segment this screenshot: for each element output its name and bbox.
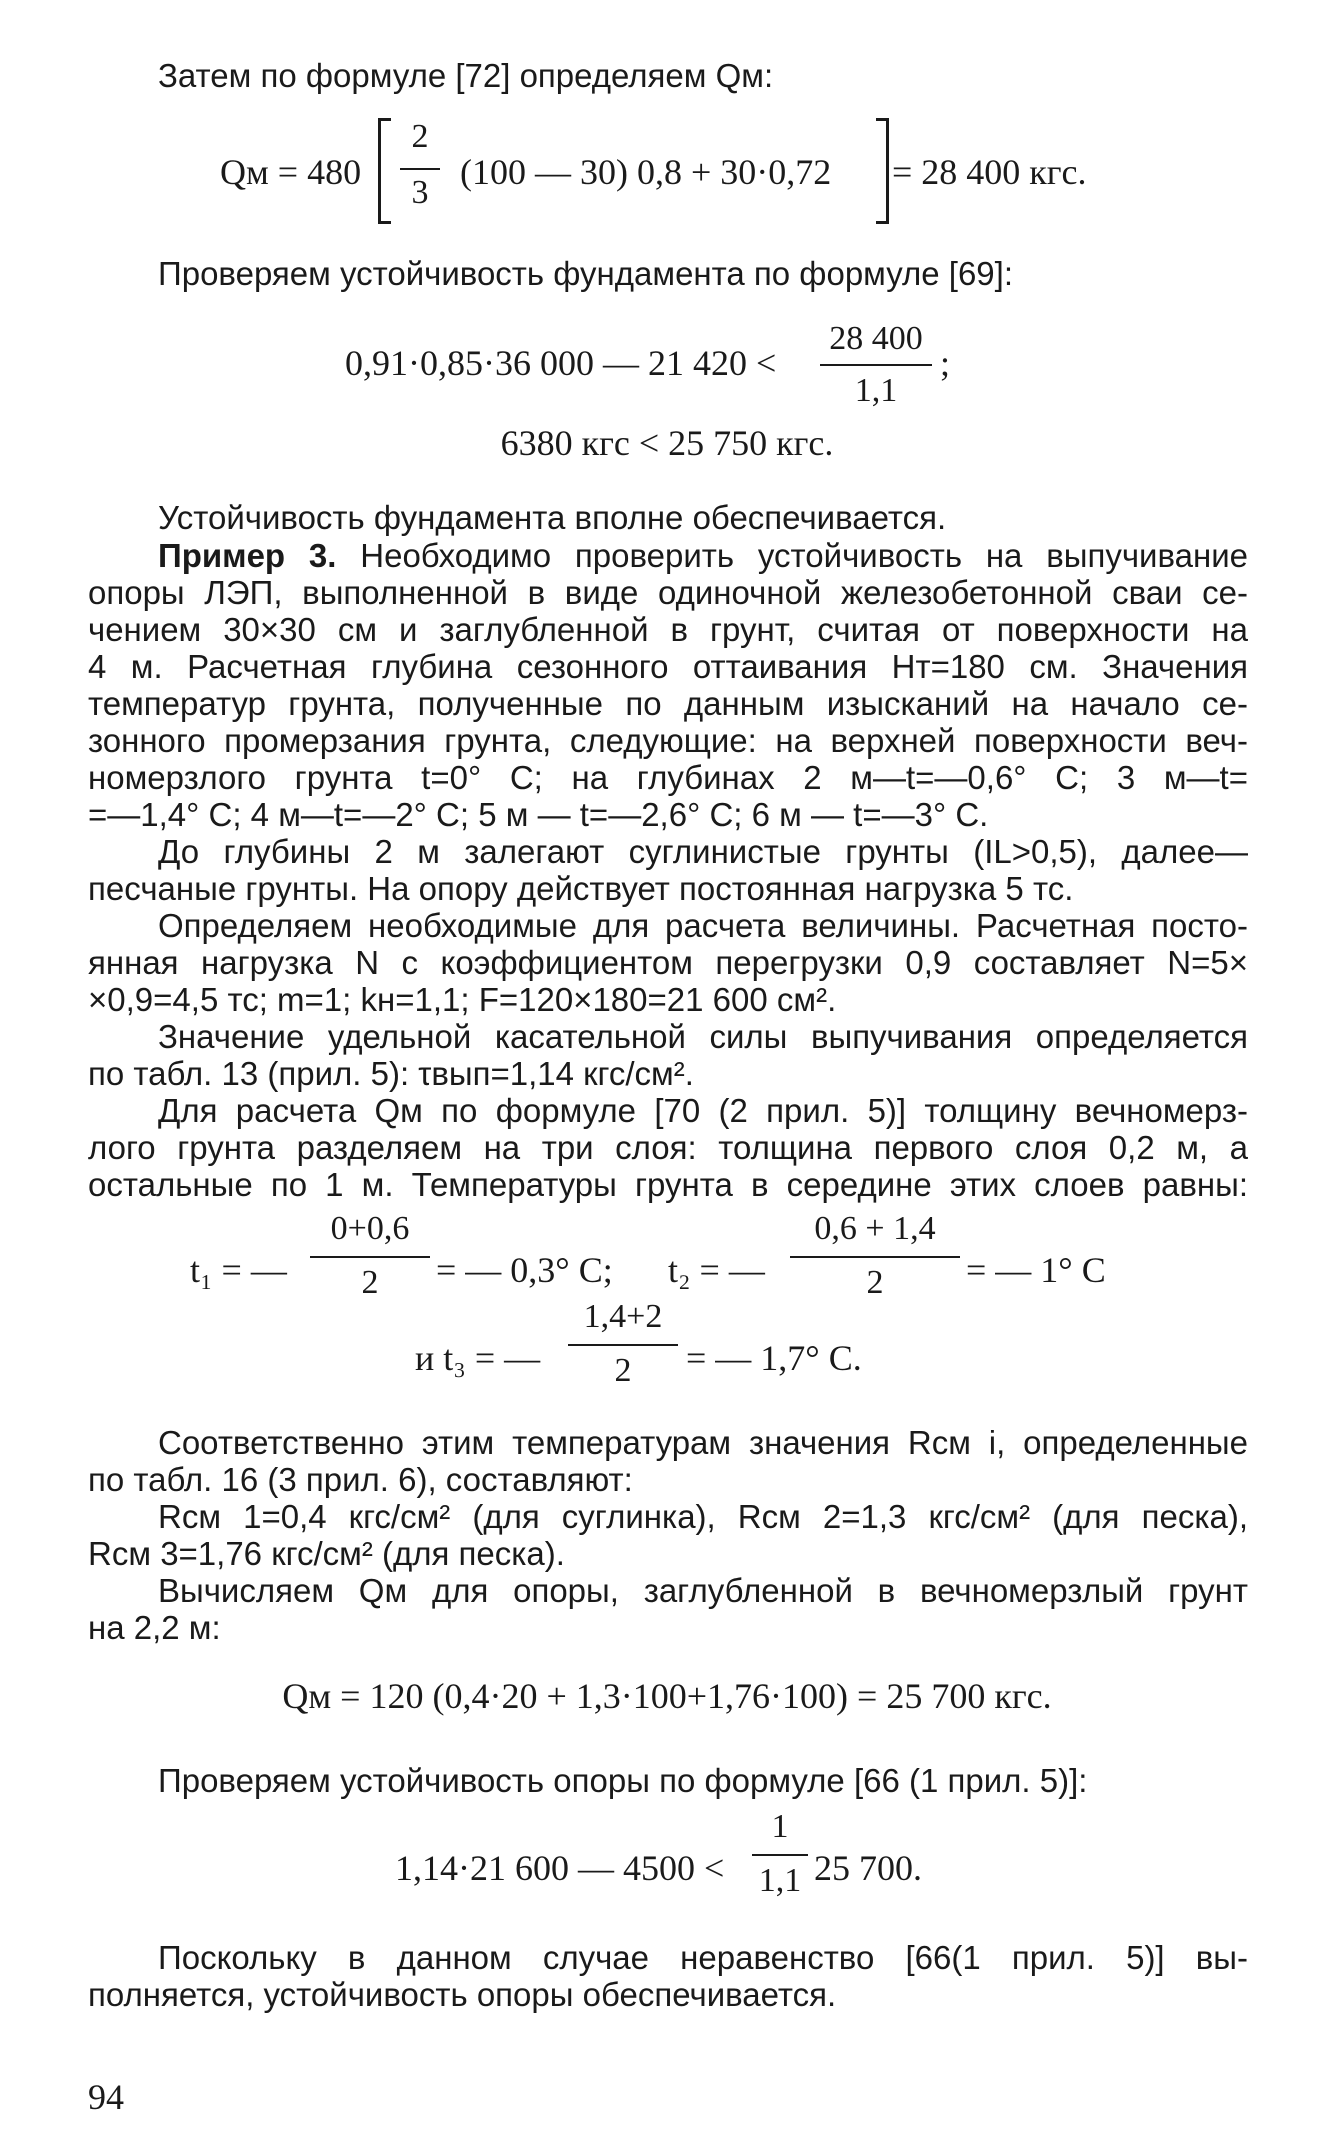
fraction <box>820 320 932 410</box>
text-line: по табл. 16 (3 прил. 6), составляют: <box>88 1461 633 1498</box>
fraction <box>568 1298 678 1394</box>
text-line: лого грунта разделяем на три слоя: толщина первого слоя 0,2 м, а <box>88 1129 1248 1166</box>
text-line: номерзлого грунта t=0° С; на глубинах 2 м—t=—0,6° С; 3 м—t= <box>88 759 1248 796</box>
formula-body: (100 — 30) 0,8 + 30·0,72 <box>460 152 832 192</box>
text-line: Rсм 3=1,76 кгс/см² (для песка). <box>88 1535 565 1572</box>
text-line: Устойчивость фундамента вполне обеспечивается. <box>158 499 947 536</box>
numerator: 0+0,6 <box>330 1210 410 1247</box>
fraction-bar <box>790 1256 960 1258</box>
fraction <box>790 1210 960 1306</box>
formula-t2: t₂ = — <box>668 1250 765 1290</box>
text-line: До глубины 2 м залегают суглинистые грунты (IL>0,5), далее— <box>158 833 1248 870</box>
text-line: температур грунта, полученные по данным изысканий на начало се- <box>88 685 1248 722</box>
text-line: чением 30×30 см и заглубленной в грунт, считая от поверхности на <box>88 611 1248 648</box>
denominator: 2 <box>361 1264 379 1301</box>
text-line: опоры ЛЭП, выполненной в виде одиночной железобетонной сваи се- <box>88 574 1248 611</box>
fraction <box>310 1210 430 1306</box>
formula-left: 1,14·21 600 — 4500 < <box>395 1848 725 1888</box>
numerator: 0,6 + 1,4 <box>814 1210 936 1247</box>
formula-right: 25 700. <box>814 1848 922 1888</box>
right-bracket <box>876 118 889 224</box>
numerator: 1,4+2 <box>583 1298 663 1335</box>
denominator: 3 <box>411 174 429 211</box>
fraction-bar <box>820 364 932 366</box>
text-line: Соответственно этим температурам значения Rсм i, определенные <box>158 1424 1248 1461</box>
numerator: 2 <box>411 118 429 155</box>
text-line: Затем по формуле [72] определяем Qм: <box>158 57 774 94</box>
formula-right: = 28 400 кгс. <box>892 152 1087 192</box>
denominator: 1,1 <box>854 372 898 409</box>
text-line: янная нагрузка N с коэффициентом перегрузки 0,9 составляет N=5× <box>88 944 1248 981</box>
left-bracket <box>378 118 391 224</box>
paragraph-example <box>158 538 1248 574</box>
text-line: Поскольку в данном случае неравенство [66(1 прил. 5)] вы- <box>158 1939 1248 1976</box>
formula-r2: = — 1° С <box>966 1250 1106 1290</box>
text-line: Вычисляем Qм для опоры, заглубленной в вечномерзлый грунт <box>158 1572 1248 1609</box>
formula-r1: = — 0,3° С; <box>436 1250 613 1290</box>
fraction <box>400 118 440 218</box>
formula-r3: = — 1,7° С. <box>686 1338 862 1378</box>
fraction <box>752 1808 808 1904</box>
text-line: полняется, устойчивость опоры обеспечивается. <box>88 1976 837 2013</box>
fraction-bar <box>310 1256 430 1258</box>
text-line: Определяем необходимые для расчета величины. Расчетная посто- <box>158 907 1248 944</box>
formula-left: 0,91·0,85·36 000 — 21 420 < <box>345 343 777 383</box>
formula-t1: t₁ = — <box>190 1250 287 1290</box>
text-line: Rсм 1=0,4 кгс/см² (для суглинка), Rсм 2=1,3 кгс/см² (для песка), <box>158 1498 1248 1535</box>
text-line: песчаные грунты. На опору действует постоянная нагрузка 5 тс. <box>88 870 1074 907</box>
numerator: 28 400 <box>829 320 923 357</box>
text-line: 4 м. Расчетная глубина сезонного оттаивания Hт=180 см. Значения <box>88 648 1248 685</box>
text-line: по табл. 13 (прил. 5): τвып=1,14 кгс/см². <box>88 1055 694 1092</box>
fraction-bar <box>568 1344 678 1346</box>
formula-t3-left: и t₃ = — <box>415 1338 541 1378</box>
example-label: Пример 3. <box>158 537 337 574</box>
formula-qm-result: Qм = 120 (0,4·20 + 1,3·100+1,76·100) = 25 700 кгс. <box>282 1676 1052 1716</box>
formula-result: 6380 кгс < 25 750 кгс. <box>500 423 834 463</box>
text-line: ×0,9=4,5 тс; m=1; kн=1,1; F=120×180=21 600 см². <box>88 981 837 1018</box>
denominator: 1,1 <box>758 1862 802 1899</box>
formula-right: ; <box>940 343 951 383</box>
text-span: Необходимо проверить устойчивость на выпучивание <box>360 537 1249 574</box>
formula-left: Qм = 480 <box>220 152 362 192</box>
text-line: остальные по 1 м. Температуры грунта в середине этих слоев равны: <box>88 1166 1248 1203</box>
denominator: 2 <box>614 1352 632 1389</box>
text-line: зонного промерзания грунта, следующие: на верхней поверхности веч- <box>88 722 1248 759</box>
text-line: на 2,2 м: <box>88 1609 221 1646</box>
fraction-bar <box>752 1854 808 1856</box>
text-line: Проверяем устойчивость фундамента по формуле [69]: <box>158 255 1013 292</box>
numerator: 1 <box>771 1808 789 1845</box>
text-line: Для расчета Qм по формуле [70 (2 прил. 5)] толщину вечномерз- <box>158 1092 1248 1129</box>
text-line: Проверяем устойчивость опоры по формуле [66 (1 прил. 5)]: <box>158 1762 1088 1799</box>
denominator: 2 <box>866 1264 884 1301</box>
fraction-bar <box>400 168 440 170</box>
text-line: =—1,4° С; 4 м—t=—2° С; 5 м — t=—2,6° С; 6 м — t=—3° С. <box>88 796 989 833</box>
page-number: 94 <box>88 2077 124 2117</box>
text-line: Значение удельной касательной силы выпучивания определяется <box>158 1018 1248 1055</box>
